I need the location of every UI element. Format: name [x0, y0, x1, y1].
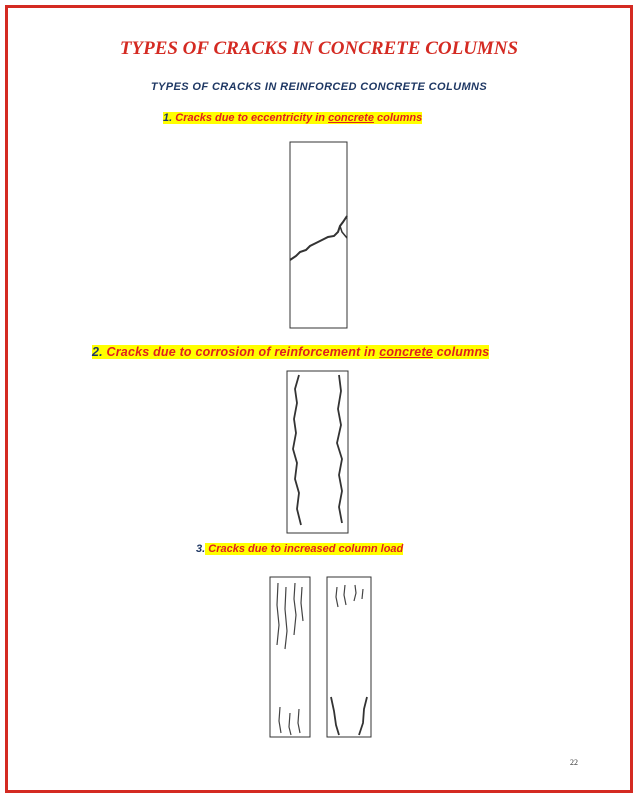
- eccentricity-crack-figure: [288, 140, 350, 330]
- section-1-text-after: columns: [373, 112, 423, 124]
- section-2-number: 2.: [92, 345, 103, 359]
- document-title: TYPES OF CRACKS IN CONCRETE COLUMNS: [119, 38, 519, 59]
- section-2-text: Cracks due to corrosion of reinforcement in: [102, 345, 380, 359]
- column-outline: [290, 142, 347, 328]
- section-1-text: Cracks due to eccentricity in: [172, 112, 329, 124]
- section-3-number: 3.: [196, 543, 206, 555]
- section-3-text: Cracks due to increased column load: [205, 543, 404, 555]
- page-number: 22: [570, 758, 578, 767]
- column-load-crack-figure-right: [325, 575, 373, 739]
- section-1-link[interactable]: concrete: [328, 112, 374, 124]
- section-3-heading: [196, 543, 403, 555]
- section-1-number: 1.: [163, 112, 173, 124]
- document-subtitle: TYPES OF CRACKS IN REINFORCED CONCRETE COLUMNS: [150, 81, 488, 93]
- column-load-crack-figure-left: [268, 575, 312, 739]
- section-2-heading: [92, 345, 489, 359]
- section-2-text-after: columns: [432, 345, 490, 359]
- corrosion-crack-figure: [285, 369, 351, 535]
- section-2-link[interactable]: concrete: [379, 345, 433, 359]
- section-1-heading: [163, 112, 422, 124]
